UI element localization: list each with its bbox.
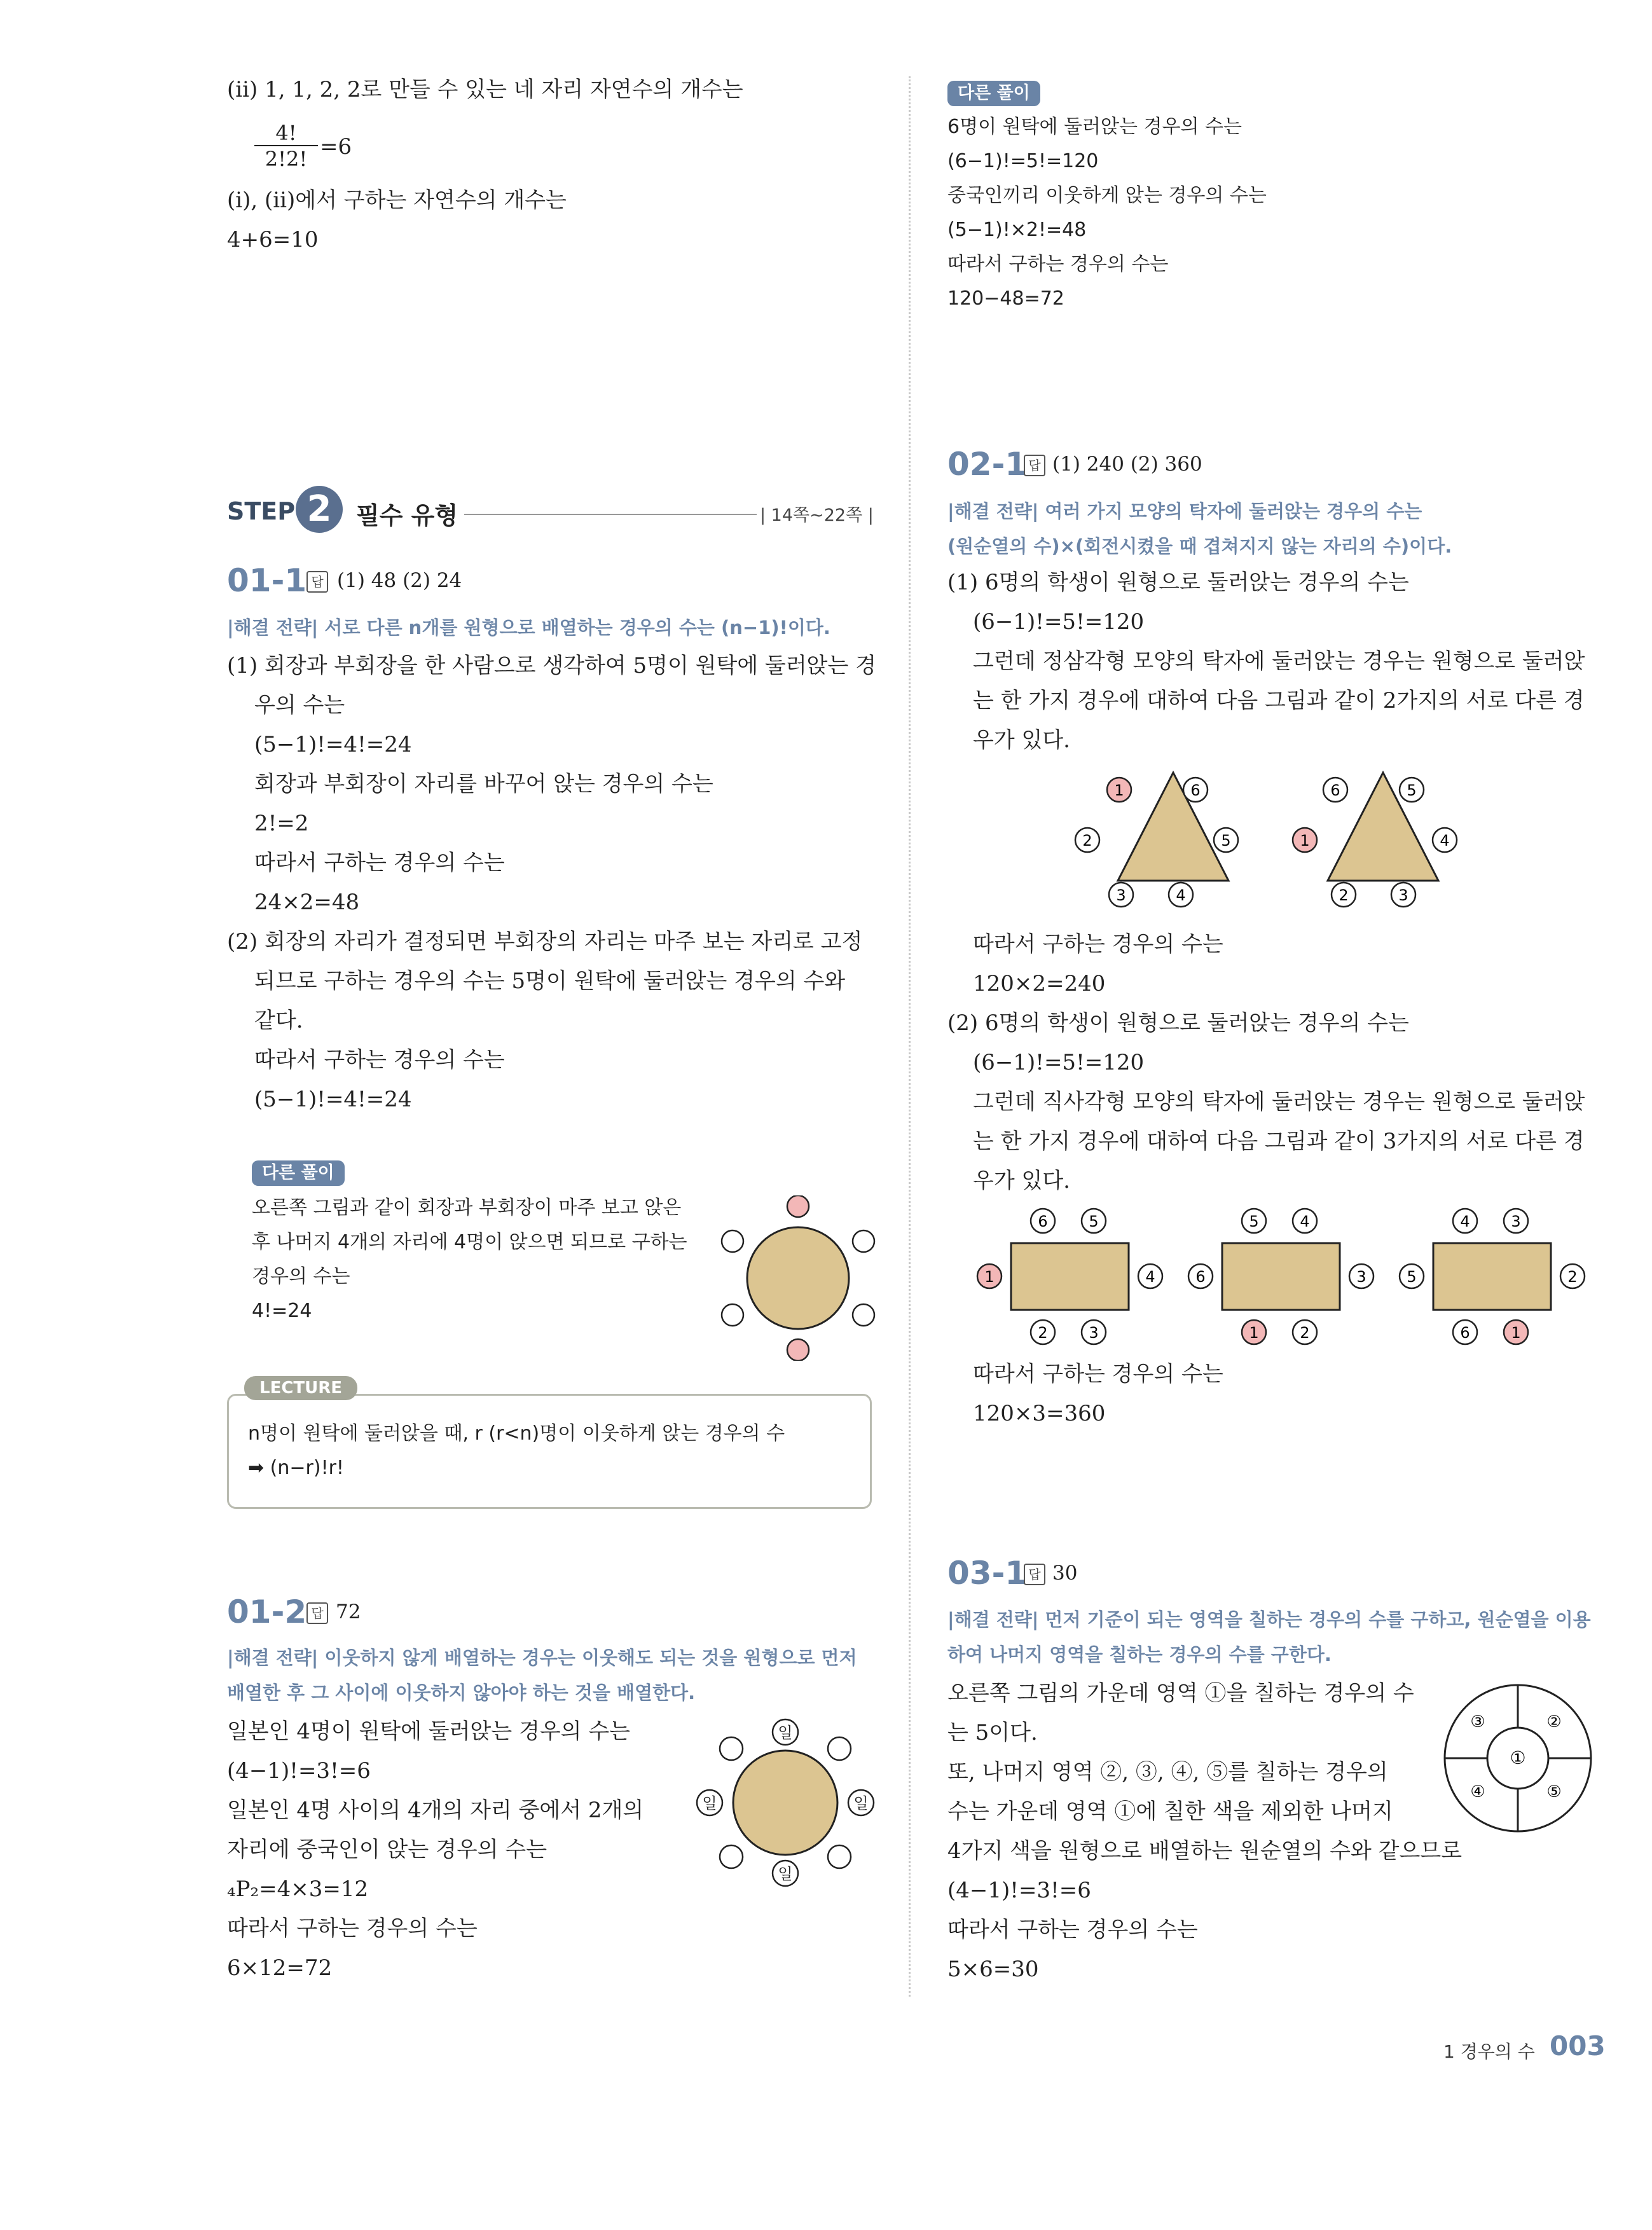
round-table-figure-1 <box>719 1195 878 1361</box>
rect-table-1 <box>1011 1243 1129 1310</box>
p021-line: 는 한 가지 경우에 대하여 다음 그림과 같이 2가지의 서로 다른 경 <box>973 688 1585 713</box>
alt-top-line: 중국인끼리 이웃하게 앉는 경우의 수는 <box>947 184 1267 207</box>
p031-line: 또, 나머지 영역 ②, ③, ④, ⑤를 칠하는 경우의 <box>947 1759 1388 1785</box>
p011-line: (2) 회장의 자리가 결정되면 부회장의 자리는 마주 보는 자리로 고정 <box>227 929 863 954</box>
p021-line: 그런데 직사각형 모양의 탁자에 둘러앉는 경우는 원형으로 둘러앉 <box>973 1089 1585 1115</box>
problem-02-1-number: 02-1 <box>947 446 1028 483</box>
problem-03-1-strategy-1: |해결 전략| 먼저 기준이 되는 영역을 칠하는 경우의 수를 구하고, 원순열을 이용 <box>947 1609 1591 1630</box>
seat-japanese <box>773 1719 798 1745</box>
problem-01-1-number: 01-1 <box>227 562 307 599</box>
svg-text:6: 6 <box>1195 1268 1206 1286</box>
svg-text:1: 1 <box>1114 781 1124 799</box>
lecture-tag: LECTURE <box>244 1376 357 1400</box>
seat-2 <box>1031 1320 1055 1344</box>
seat-5 <box>1400 778 1424 802</box>
p011-line: 따라서 구하는 경우의 수는 <box>254 850 505 876</box>
seat-3 <box>1391 883 1415 907</box>
svg-text:5: 5 <box>1407 1268 1417 1286</box>
fraction-denominator: 2!2! <box>265 147 308 171</box>
svg-text:2: 2 <box>1038 1324 1048 1342</box>
svg-text:1: 1 <box>1249 1324 1259 1342</box>
seat-2 <box>1075 828 1099 852</box>
svg-text:일: 일 <box>702 1794 717 1812</box>
p021-line: 그런데 정삼각형 모양의 탁자에 둘러앉는 경우는 원형으로 둘러앉 <box>973 649 1585 674</box>
p012-line: 6×12=72 <box>227 1955 333 1981</box>
p012-line: 일본인 4명 사이의 4개의 자리 중에서 2개의 <box>227 1798 644 1823</box>
alt-top-line: (5−1)!×2!=48 <box>947 219 1087 241</box>
step-number: 2 <box>296 486 343 533</box>
seat <box>722 1304 743 1326</box>
seat-japanese <box>697 1790 722 1815</box>
svg-text:6: 6 <box>1190 781 1201 799</box>
step-title: 필수 유형 <box>356 502 458 530</box>
seat-empty <box>720 1845 743 1868</box>
seat-5 <box>1082 1209 1106 1233</box>
p011-line: 우의 수는 <box>254 692 345 718</box>
problem-02-1-strategy-1: |해결 전략| 여러 가지 모양의 탁자에 둘러앉는 경우의 수는 <box>947 500 1422 522</box>
region-4-label: ④ <box>1470 1782 1485 1801</box>
svg-text:4: 4 <box>1300 1213 1310 1230</box>
p021-line: 따라서 구하는 경우의 수는 <box>973 1361 1223 1387</box>
column-divider <box>909 76 911 1997</box>
seat-4 <box>1169 883 1193 907</box>
seat-4 <box>1433 828 1457 852</box>
problem-02-1-strategy-2: (원순열의 수)×(회전시켰을 때 겹쳐지지 않는 자리의 수)이다. <box>947 535 1452 557</box>
p012-line: 자리에 중국인이 앉는 경우의 수는 <box>227 1837 547 1862</box>
p031-line: 4가지 색을 원형으로 배열하는 원순열의 수와 같으므로 <box>947 1838 1463 1864</box>
fraction-numerator: 4! <box>254 121 318 146</box>
step-pages: | 14쪽~22쪽 | <box>760 506 874 525</box>
seat-president <box>787 1195 809 1217</box>
seat-3 <box>1082 1320 1106 1344</box>
p031-line: 는 5이다. <box>947 1720 1038 1745</box>
alt-line: 오른쪽 그림과 같이 회장과 부회장이 마주 보고 앉은 <box>252 1197 682 1219</box>
seat-1 <box>1293 828 1317 852</box>
svg-text:일: 일 <box>778 1865 793 1883</box>
p031-line: (4−1)!=3!=6 <box>947 1878 1091 1903</box>
triangle-table <box>1118 773 1229 881</box>
round-table-figure-2 <box>693 1710 878 1895</box>
alt-top-line: 6명이 원탁에 둘러앉는 경우의 수는 <box>947 116 1242 138</box>
round-table <box>747 1227 849 1329</box>
p021-line: 120×3=360 <box>973 1401 1106 1426</box>
svg-text:3: 3 <box>1398 886 1408 904</box>
seat-4 <box>1453 1209 1477 1233</box>
seat-6 <box>1031 1209 1055 1233</box>
alt-top-line: (6−1)!=5!=120 <box>947 150 1099 172</box>
p011-line: (5−1)!=4!=24 <box>254 1087 412 1112</box>
problem-01-2-strategy-2: 배열한 후 그 사이에 이웃하지 않아야 하는 것을 배열한다. <box>227 1682 696 1703</box>
svg-text:6: 6 <box>1038 1213 1048 1230</box>
answer-icon: 답 <box>1024 1564 1045 1585</box>
problem-01-1-strategy: |해결 전략| 서로 다른 n개를 원형으로 배열하는 경우의 수는 (n−1)!이다. <box>227 617 830 638</box>
seat-6 <box>1453 1320 1477 1344</box>
problem-03-1-answer: 30 <box>1052 1562 1078 1585</box>
svg-text:3: 3 <box>1089 1324 1099 1342</box>
problem-01-2-strategy-1: |해결 전략| 이웃하지 않게 배열하는 경우는 이웃해도 되는 것을 원형으로 먼저 <box>227 1647 857 1669</box>
svg-text:4: 4 <box>1460 1213 1470 1230</box>
p011-line: (5−1)!=4!=24 <box>254 732 412 757</box>
answer-icon: 답 <box>306 1602 328 1624</box>
problem-01-1-answer: (1) 48 (2) 24 <box>337 569 462 592</box>
seat-5 <box>1400 1264 1424 1288</box>
svg-text:2: 2 <box>1567 1268 1578 1286</box>
p012-line: (4−1)!=3!=6 <box>227 1758 371 1784</box>
alt-solution-label: 다른 풀이 <box>947 81 1040 106</box>
svg-text:일: 일 <box>853 1794 869 1812</box>
problem-01-2-answer: 72 <box>336 1600 361 1623</box>
p021-line: (6−1)!=5!=120 <box>973 1050 1145 1075</box>
fraction <box>254 121 318 172</box>
top-line-4: 4+6=10 <box>227 227 319 252</box>
seat-1 <box>1242 1320 1266 1344</box>
seat-empty <box>828 1845 851 1868</box>
svg-text:6: 6 <box>1460 1324 1470 1342</box>
seat <box>722 1230 743 1252</box>
alt-top-line: 120−48=72 <box>947 287 1064 310</box>
footer-page-number: 003 <box>1550 2030 1606 2061</box>
seat-japanese <box>773 1861 798 1886</box>
seat-5 <box>1214 828 1238 852</box>
seat-2 <box>1293 1320 1317 1344</box>
problem-03-1-number: 03-1 <box>947 1555 1028 1592</box>
round-table <box>733 1751 837 1855</box>
svg-text:6: 6 <box>1330 781 1340 799</box>
p021-line: 우가 있다. <box>973 1168 1070 1194</box>
alt-line: 4!=24 <box>252 1300 312 1322</box>
answer-icon: 답 <box>1024 455 1045 476</box>
triangle-table-2 <box>1278 760 1488 925</box>
seat-empty <box>828 1737 851 1760</box>
p011-line: 되므로 구하는 경우의 수는 5명이 원탁에 둘러앉는 경우의 수와 <box>254 968 846 994</box>
p021-line: (2) 6명의 학생이 원형으로 둘러앉는 경우의 수는 <box>947 1010 1409 1036</box>
seat-4 <box>1138 1264 1162 1288</box>
step-label: STEP <box>227 497 296 525</box>
region-2-label: ② <box>1546 1712 1562 1731</box>
seat-2 <box>1332 883 1356 907</box>
problem-01-2-number: 01-2 <box>227 1593 307 1630</box>
top-line-1: (ⅱ) 1, 1, 2, 2로 만들 수 있는 네 자리 자연수의 개수는 <box>227 77 743 102</box>
problem-03-1-strategy-2: 하여 나머지 영역을 칠하는 경우의 수를 구한다. <box>947 1644 1332 1665</box>
alt-top-line: 따라서 구하는 경우의 수는 <box>947 253 1169 275</box>
svg-text:5: 5 <box>1249 1213 1259 1230</box>
p011-line: 24×2=48 <box>254 890 360 915</box>
seat-1 <box>1504 1320 1528 1344</box>
region-5-label: ⑤ <box>1546 1782 1562 1801</box>
p011-line: 2!=2 <box>254 811 309 836</box>
p021-line: (6−1)!=5!=120 <box>973 609 1145 635</box>
triangle-table-1 <box>1068 760 1278 925</box>
svg-text:1: 1 <box>1300 832 1310 850</box>
fraction-result: =6 <box>320 134 352 160</box>
region-coloring-figure <box>1438 1679 1597 1838</box>
svg-text:2: 2 <box>1339 886 1349 904</box>
p011-line: 회장과 부회장이 자리를 바꾸어 앉는 경우의 수는 <box>254 771 713 797</box>
p021-line: 120×2=240 <box>973 971 1106 996</box>
seat-japanese <box>848 1790 874 1815</box>
svg-text:2: 2 <box>1300 1324 1310 1342</box>
p021-line: 따라서 구하는 경우의 수는 <box>973 932 1223 957</box>
svg-text:4: 4 <box>1440 832 1450 850</box>
seat-6 <box>1188 1264 1213 1288</box>
seat <box>853 1304 874 1326</box>
problem-02-1-answer: (1) 240 (2) 360 <box>1052 453 1202 476</box>
rect-table-2 <box>1222 1243 1340 1310</box>
seat-1 <box>1107 778 1131 802</box>
p011-line: 따라서 구하는 경우의 수는 <box>254 1047 505 1073</box>
svg-text:일: 일 <box>778 1724 793 1742</box>
seat-3 <box>1109 883 1133 907</box>
seat <box>853 1230 874 1252</box>
svg-text:3: 3 <box>1116 886 1126 904</box>
p031-line: 따라서 구하는 경우의 수는 <box>947 1917 1198 1943</box>
p012-line: ₄P₂=4×3=12 <box>227 1876 369 1902</box>
svg-text:3: 3 <box>1356 1268 1366 1286</box>
p011-line: 같다. <box>254 1008 303 1033</box>
svg-text:3: 3 <box>1511 1213 1521 1230</box>
seat-3 <box>1504 1209 1528 1233</box>
top-line-3: (ⅰ), (ⅱ)에서 구하는 자연수의 개수는 <box>227 188 567 213</box>
p021-line: 는 한 가지 경우에 대하여 다음 그림과 같이 3가지의 서로 다른 경 <box>973 1129 1585 1154</box>
alt-line: 후 나머지 4개의 자리에 4명이 앉으면 되므로 구하는 <box>252 1231 687 1253</box>
svg-text:4: 4 <box>1176 886 1186 904</box>
seat-2 <box>1560 1264 1585 1288</box>
p021-line: (1) 6명의 학생이 원형으로 둘러앉는 경우의 수는 <box>947 570 1409 595</box>
svg-text:4: 4 <box>1145 1268 1155 1286</box>
seat-1 <box>977 1264 1002 1288</box>
seat-5 <box>1242 1209 1266 1233</box>
seat-vice-president <box>787 1339 809 1361</box>
p021-line: 우가 있다. <box>973 727 1070 753</box>
svg-text:1: 1 <box>1511 1324 1521 1342</box>
p031-line: 오른쪽 그림의 가운데 영역 ①을 칠하는 경우의 수 <box>947 1681 1414 1706</box>
rectangle-tables <box>973 1205 1609 1351</box>
seat-6 <box>1323 778 1347 802</box>
svg-text:2: 2 <box>1082 832 1092 850</box>
rect-table-3 <box>1433 1243 1551 1310</box>
svg-text:5: 5 <box>1089 1213 1099 1230</box>
seat-3 <box>1349 1264 1373 1288</box>
alt-solution-label: 다른 풀이 <box>252 1160 345 1186</box>
lecture-line-1: n명이 원탁에 둘러앉을 때, r (r<n)명이 이웃하게 앉는 경우의 수 <box>248 1422 785 1445</box>
svg-text:1: 1 <box>984 1268 995 1286</box>
region-3-label: ③ <box>1470 1712 1485 1731</box>
p012-line: 일본인 4명이 원탁에 둘러앉는 경우의 수는 <box>227 1719 631 1744</box>
p031-line: 수는 가운데 영역 ①에 칠한 색을 제외한 나머지 <box>947 1799 1393 1824</box>
seat-empty <box>720 1737 743 1760</box>
answer-icon: 답 <box>306 571 328 593</box>
seat-4 <box>1293 1209 1317 1233</box>
p011-line: (1) 회장과 부회장을 한 사람으로 생각하여 5명이 원탁에 둘러앉는 경 <box>227 653 877 678</box>
p012-line: 따라서 구하는 경우의 수는 <box>227 1916 478 1941</box>
svg-text:5: 5 <box>1221 832 1231 850</box>
p031-line: 5×6=30 <box>947 1957 1039 1982</box>
seat-6 <box>1183 778 1208 802</box>
lecture-line-2: ➡ (n−r)!r! <box>248 1457 344 1479</box>
step-rule <box>464 514 757 515</box>
footer-chapter: 1 경우의 수 <box>1443 2041 1535 2062</box>
alt-line: 경우의 수는 <box>252 1265 350 1288</box>
region-1-label: ① <box>1510 1747 1526 1768</box>
svg-text:5: 5 <box>1407 781 1417 799</box>
